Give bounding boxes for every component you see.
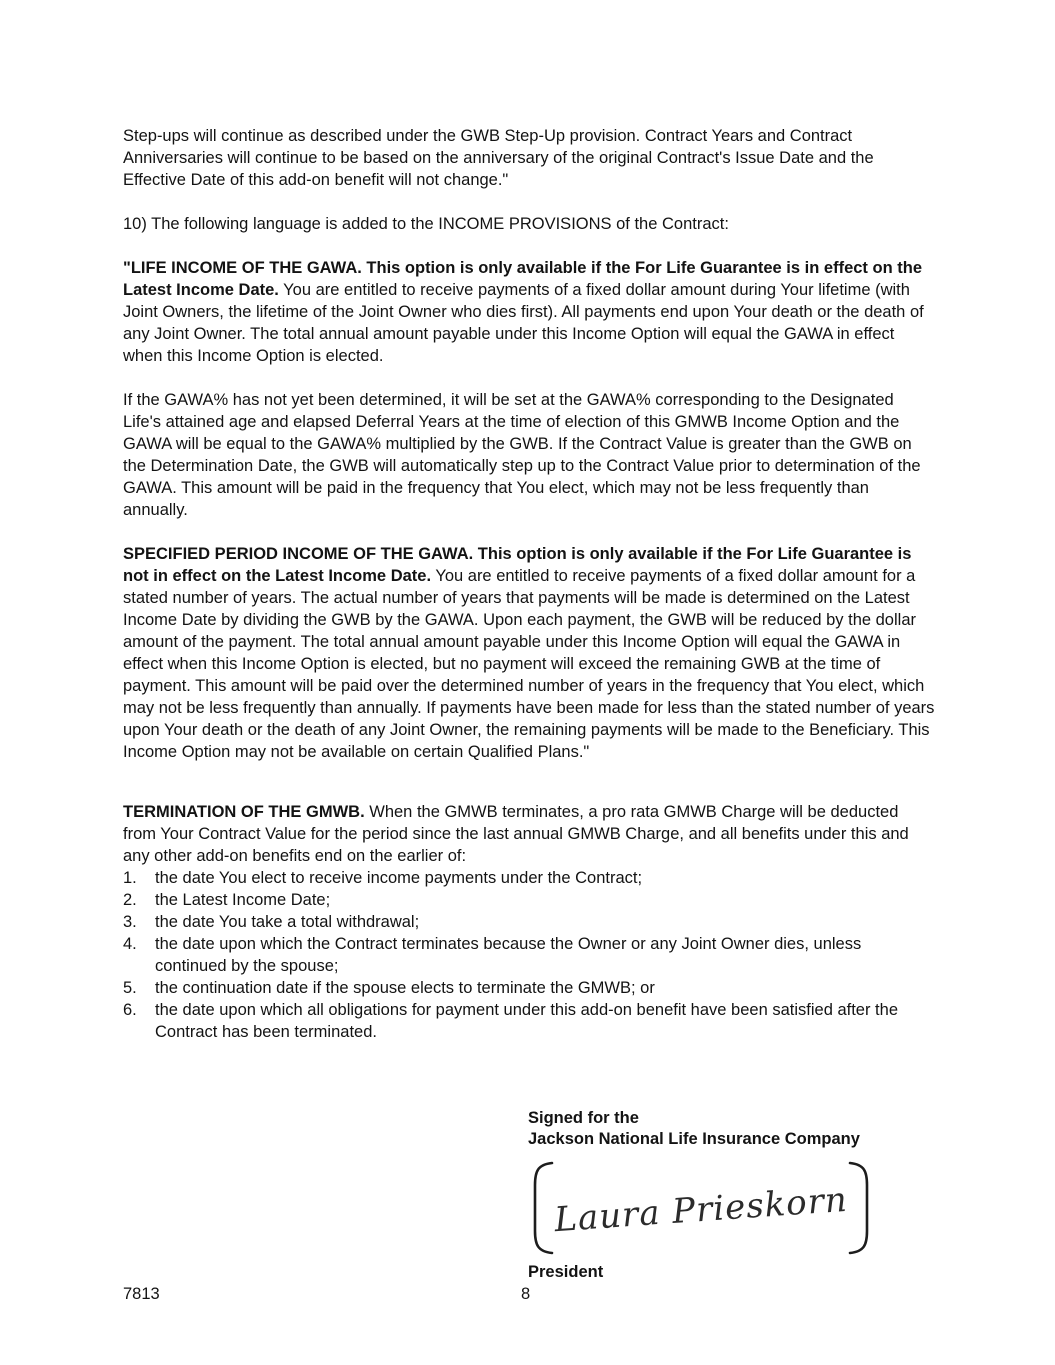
page-number: 8: [521, 1285, 531, 1303]
left-bracket-icon: [528, 1160, 554, 1256]
list-item-text: the Latest Income Date;: [155, 891, 331, 909]
list-item-number: 2.: [123, 891, 137, 909]
list-item: [123, 933, 935, 977]
paragraph-item-10: 10) The following language is added to the INCOME PROVISIONS of the Contract:: [123, 215, 729, 233]
signature-area: [528, 1160, 850, 1256]
paragraph-life-income: [123, 257, 935, 367]
list-item-text: the date upon which the Contract terminates because the Owner or any Joint Owner dies, unless continued by the spouse;: [155, 935, 862, 975]
company-name: Jackson National Life Insurance Company: [528, 1130, 860, 1148]
signed-for-line: Signed for the: [528, 1109, 639, 1127]
life-income-body: You are entitled to receive payments of a fixed dollar amount during Your lifetime (with Joint Owners, the lifetime of the Joint Owner who dies first). All payments end upon Your death or the death of any Joint Owner. The total annual amount payable under this Income Option will equal the GAWA in effect when this Income Option is elected.: [123, 281, 924, 365]
list-item-text: the date You take a total withdrawal;: [155, 913, 420, 931]
list-item-number: 5.: [123, 979, 137, 997]
list-item: [123, 911, 935, 933]
paragraph-gawa-percent: If the GAWA% has not yet been determined, it will be set at the GAWA% corresponding to the Designated Life's attained age and elapsed Deferral Years at the time of election of this GMWB Income Option and the GAWA will be equal to the GAWA% multiplied by the GWB. If the Contract Value is greater than the GWB on the Determination Date, the GWB will automatically step up to the Contract Value prior to determination of the GAWA. This amount will be paid in the frequency that You elect, which may not be less frequently than annually.: [123, 391, 921, 519]
list-item-number: 3.: [123, 913, 137, 931]
list-item-number: 6.: [123, 1001, 137, 1019]
signer-title: President: [528, 1263, 604, 1281]
list-item-number: 1.: [123, 869, 137, 887]
form-number: 7813: [123, 1285, 160, 1303]
signature-heading: [528, 1108, 948, 1150]
list-item-text: the date You elect to receive income payments under the Contract;: [155, 869, 643, 887]
signature-handwriting: Laura Prieskorn: [553, 1179, 850, 1240]
list-item: [123, 977, 935, 999]
paragraph-step-ups: Step-ups will continue as described under the GWB Step-Up provision. Contract Years and Contract Anniversaries will continue to be based on the anniversary of the original Contract's Issue Date and the Effective Date of this add-on benefit will not change.": [123, 127, 874, 189]
right-bracket-icon: [848, 1160, 874, 1256]
list-item-number: 4.: [123, 935, 137, 953]
list-item: [123, 889, 935, 911]
specified-period-heading: SPECIFIED PERIOD INCOME OF THE GAWA. This option is only available if the For Life Guarantee is not in effect on the Latest Income Date.: [123, 545, 912, 585]
list-item-text: the date upon which all obligations for payment under this add-on benefit have been satisfied after the Contract has been terminated.: [155, 1001, 898, 1041]
paragraph-termination: [123, 801, 935, 867]
signature-block: [528, 1108, 948, 1283]
document-body: [123, 125, 935, 1043]
list-item: [123, 867, 935, 889]
paragraph-specified-period: [123, 543, 935, 763]
specified-period-body: You are entitled to receive payments of a fixed dollar amount for a stated number of years. The actual number of years that payments will be made is determined on the Latest Income Date by dividing the GWB by the GAWA. Upon each payment, the GWB will be reduced by the dollar amount of the payment. The total annual amount payable under this Income Option will equal the GAWA in effect when this Income Option is elected, but no payment will exceed the remaining GWB at the time of payment. This amount will be paid over the determined number of years in the frequency that You elect, which may not be less frequently than annually. If payments have been made for less than the stated number of years upon Your death or the death of any Joint Owner, the remaining payments will be made to the Beneficiary. This Income Option may not be available on certain Qualified Plans.": [123, 567, 935, 761]
list-item-text: the continuation date if the spouse elects to terminate the GMWB; or: [155, 979, 655, 997]
life-income-heading: "LIFE INCOME OF THE GAWA. This option is only available if the For Life Guarantee is in effect on the Latest Income Date.: [123, 259, 922, 299]
termination-body: When the GMWB terminates, a pro rata GMWB Charge will be deducted from Your Contract Value for the period since the last annual GMWB Charge, and all benefits under this and any other add-on benefits end on the earlier of:: [123, 803, 909, 865]
termination-heading: TERMINATION OF THE GMWB.: [123, 803, 365, 821]
termination-list: [123, 867, 935, 1043]
list-item: [123, 999, 935, 1043]
